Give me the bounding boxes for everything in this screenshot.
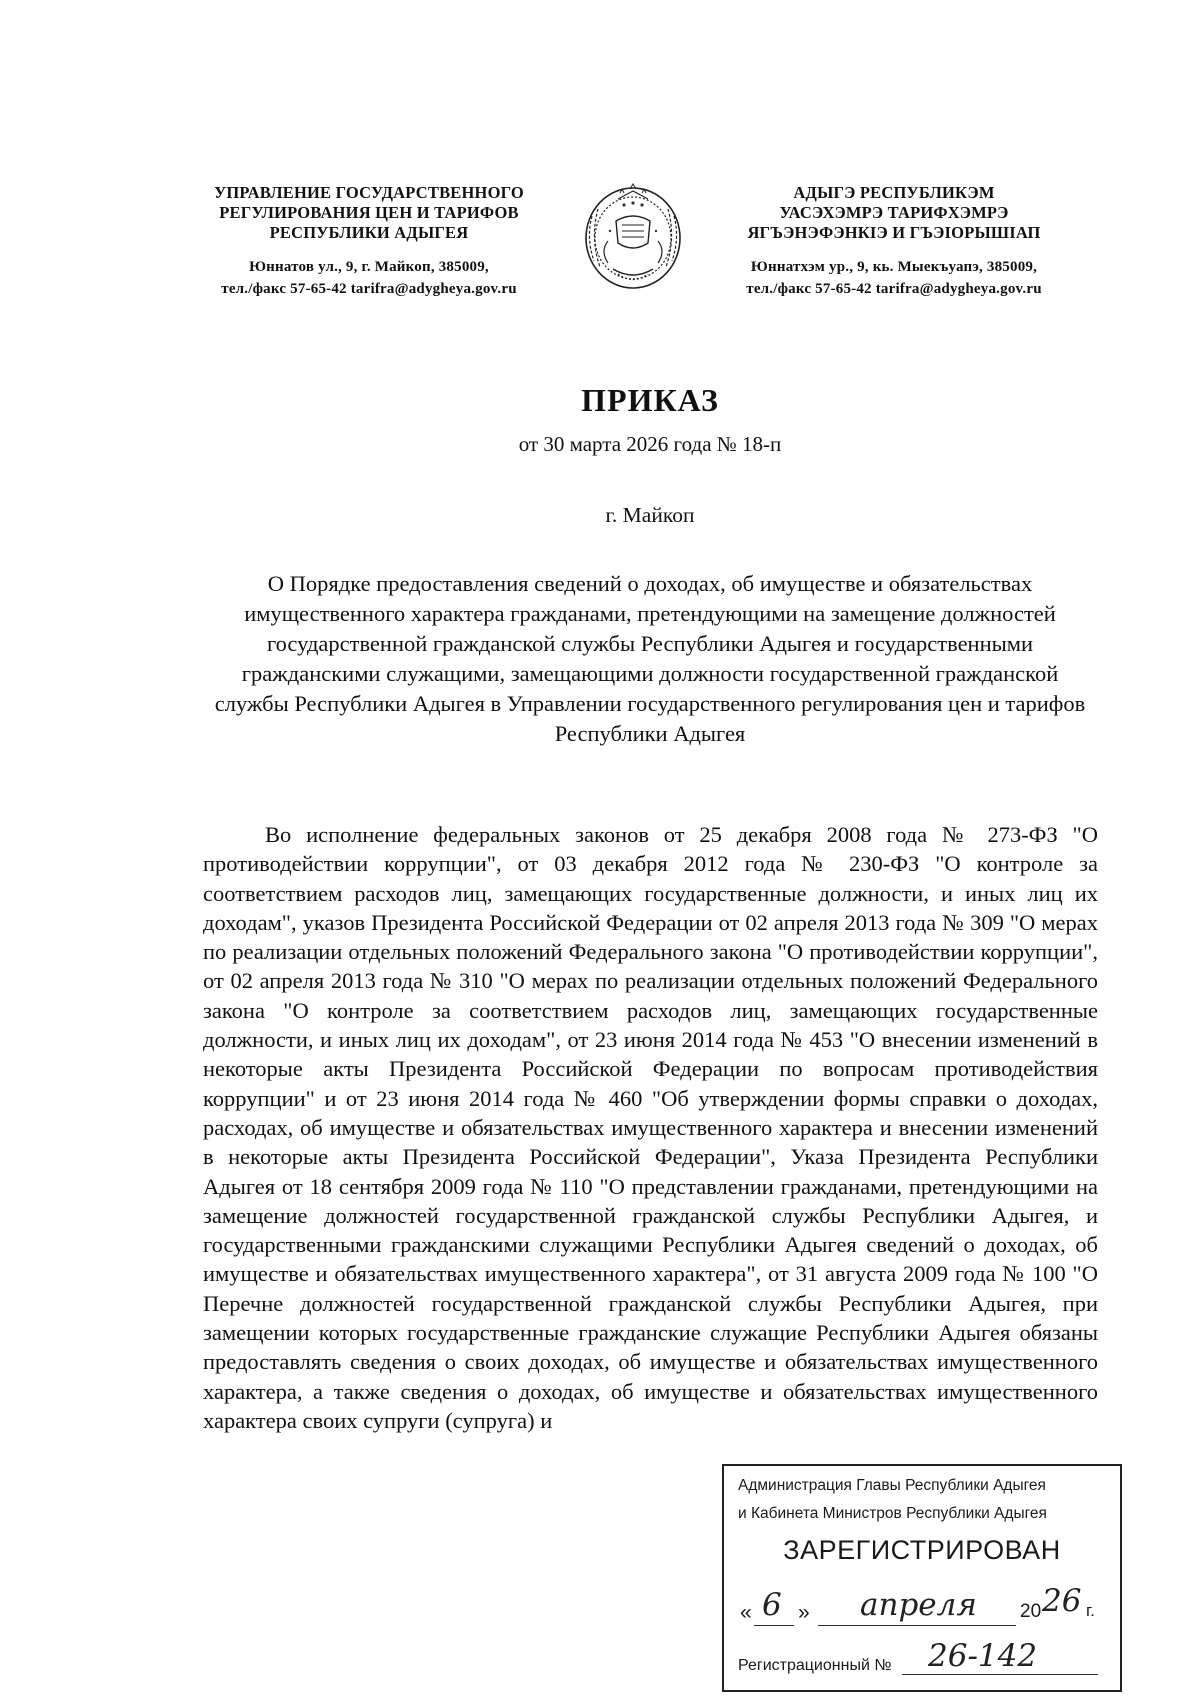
contact-ady: тел./факс 57-65-42 tarifra@adygheya.gov.ru xyxy=(746,281,1042,297)
stamp-year-handwritten: 26 xyxy=(1042,1583,1082,1619)
stamp-day-handwritten: 6 xyxy=(762,1587,782,1623)
agency-name-ady-line-3: ЯГЪЭНЭФЭНКIЭ И ГЪЭIОРЫШIАП xyxy=(747,223,1041,242)
stamp-authority-line-2: и Кабинета Министров Республики Адыгея xyxy=(738,1505,1047,1522)
order-date-number: от 30 марта 2026 года № 18-п xyxy=(518,432,782,456)
order-subject: О Порядке предоставления сведений о доходах, об имуществе и обязательствах имущественного характера гражданами, претендующими на замещение должностей государственной гражданской службы Республики Адыгея и государственными гражданскими служащими, замещающими должности государственной гражданской службы Республики Адыгея в Управлении государственного регулирования цен и тарифов Республики Адыгея xyxy=(214,571,1086,746)
stamp-day-underline xyxy=(754,1625,794,1626)
stamp-date xyxy=(740,1583,1110,1631)
contact-ru: тел./факс 57-65-42 tarifra@adygheya.gov.ru xyxy=(221,281,517,297)
agency-address-ady xyxy=(688,256,1100,300)
body-paragraph: Во исполнение федеральных законов от 25 декабря 2008 года № 273-ФЗ "О противодействии коррупции", от 03 декабря 2012 года № 230-ФЗ "О контроле за соответствием расходов лиц, замещающих государственные должности, и иных лиц их доходам", указов Президента Российской Федерации от 02 апреля 2013 года № 309 "О мерах по реализации отдельных положений Федерального закона "О противодействии коррупции", от 02 апреля 2013 года № 310 "О мерах по реализации отдельных положений Федерального закона "О контроле за соответствием расходов лиц, замещающих государственные должности, и иных лиц их доходам", от 23 июня 2014 года № 453 "О внесении изменений в некоторые акты Президента Российской Федерации по вопросам противодействия коррупции" и от 23 июня 2014 года № 460 "Об утверждении формы справки о доходах, расходах, об имуществе и обязательствах имущественного характера и внесении изменений в некоторые акты Президента Российской Федерации", Указа Президента Республики Адыгея от 18 сентября 2009 года № 110 "О представлении гражданами, претендующими на замещение должностей государственной гражданской службы Республики Адыгея, и государственными гражданскими служащими Республики Адыгея сведений о доходах, об имуществе и обязательствах имущественного характера", от 31 августа 2009 года № 100 "О Перечне должностей государственной гражданской службы Республики Адыгея, при замещении которых государственные гражданские служащие Республики Адыгея обязаны предоставлять сведения о своих доходах, об имуществе и обязательствах имущественного характера, а также сведения о доходах, об имуществе и обязательствах имущественного характера своих супруги (супруга) и xyxy=(203,822,1098,1433)
agency-name-ady-line-2: УАСЭХЭМРЭ ТАРИФХЭМРЭ xyxy=(779,203,1009,222)
stamp-reg-number-handwritten: 26-142 xyxy=(928,1638,1038,1674)
stamp-reg-label: Регистрационный № xyxy=(738,1657,892,1674)
header-right xyxy=(688,183,1100,300)
stamp-quote-open: « xyxy=(740,1601,752,1624)
stamp-reg-underline xyxy=(902,1674,1098,1675)
agency-name-ru-line-1: УПРАВЛЕНИЕ ГОСУДАРСТВЕННОГО xyxy=(214,183,524,202)
stamp-year-prefix: 20 xyxy=(1020,1601,1042,1622)
address-ady: Юннатхэм ур., 9, кь. Мыекъуапэ, 385009, xyxy=(750,259,1038,275)
stamp-month-handwritten: апреля xyxy=(860,1587,977,1623)
stamp-month-underline xyxy=(818,1625,1016,1626)
header-left xyxy=(178,183,560,300)
document-body xyxy=(203,820,1098,1435)
stamp-quote-close: » xyxy=(798,1601,810,1624)
address-ru: Юннатов ул., 9, г. Майкоп, 385009, xyxy=(249,259,489,275)
stamp-registration-number xyxy=(738,1638,1112,1680)
agency-name-ady-line-1: АДЫГЭ РЕСПУБЛИКЭМ xyxy=(793,183,995,202)
stamp-authority-line-1: Администрация Главы Республики Адыгея xyxy=(738,1477,1046,1494)
agency-name-ru-line-3: РЕСПУБЛИКИ АДЫГЕЯ xyxy=(269,223,469,242)
stamp-year-unit: г. xyxy=(1086,1601,1095,1620)
agency-address-ru xyxy=(178,256,560,300)
city: г. Майкоп xyxy=(605,503,695,527)
agency-name-ru-line-2: РЕГУЛИРОВАНИЯ ЦЕН И ТАРИФОВ xyxy=(219,203,519,222)
document-title: ПРИКАЗ xyxy=(581,382,719,418)
coat-of-arms-icon xyxy=(578,181,688,296)
registration-stamp xyxy=(722,1464,1122,1692)
stamp-registered-label: ЗАРЕГИСТРИРОВАН xyxy=(783,1535,1061,1565)
